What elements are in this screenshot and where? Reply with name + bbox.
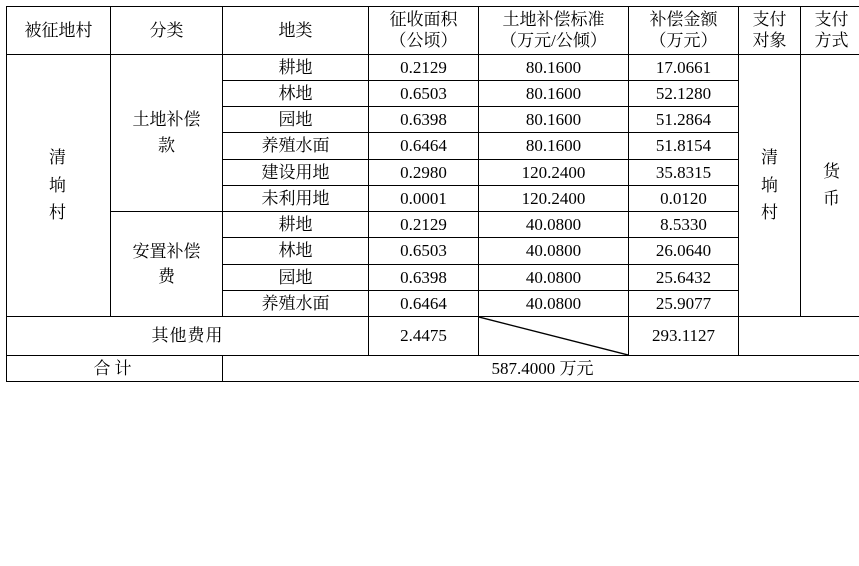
cell-area: 0.6503 bbox=[369, 80, 479, 106]
header-pay-object-line2: 对象 bbox=[752, 31, 787, 51]
village-char-2: 垧 bbox=[49, 175, 68, 195]
cell-area: 0.6398 bbox=[369, 107, 479, 133]
header-pay-mode-line1: 支付 bbox=[814, 10, 849, 29]
diagonal-strike-icon bbox=[482, 319, 625, 353]
cell-amount: 51.2864 bbox=[629, 107, 739, 133]
category-line-2: 款 bbox=[158, 135, 175, 155]
header-amount-line2: （万元） bbox=[649, 31, 718, 51]
header-standard-line2: （万元/公倾） bbox=[500, 31, 607, 51]
header-standard-line1: 土地补偿标准 bbox=[502, 10, 605, 29]
cell-land-type: 林地 bbox=[223, 80, 369, 106]
village-char-3: 村 bbox=[49, 202, 68, 222]
category2-line-1: 安置补偿 bbox=[132, 241, 201, 261]
cell-land-type: 园地 bbox=[223, 264, 369, 290]
cell-village bbox=[7, 54, 111, 317]
cell-other-fee-label: 其他费用 bbox=[7, 317, 369, 356]
table-row-other-fee bbox=[7, 317, 859, 356]
village-char-1: 清 bbox=[49, 148, 68, 168]
header-pay-object-line1: 支付 bbox=[752, 10, 787, 29]
cell-amount: 51.8154 bbox=[629, 133, 739, 159]
header-area-line2: （公顷） bbox=[389, 31, 458, 51]
header-category-line1: 分类 bbox=[149, 20, 184, 40]
land-compensation-table bbox=[6, 6, 859, 382]
cell-total-label: 合计 bbox=[7, 356, 223, 382]
header-pay-mode-line2: 方式 bbox=[814, 31, 849, 51]
table-header-row bbox=[7, 7, 859, 55]
cell-amount: 26.0640 bbox=[629, 238, 739, 264]
cell-amount: 25.9077 bbox=[629, 290, 739, 316]
cell-amount: 35.8315 bbox=[629, 159, 739, 185]
pay-mode-char-2: 币 bbox=[823, 189, 840, 209]
header-standard bbox=[479, 7, 629, 55]
cell-other-fee-amount: 293.1127 bbox=[629, 317, 739, 356]
cell-area: 0.2129 bbox=[369, 54, 479, 80]
cell-category-land-compensation bbox=[111, 54, 223, 212]
table-row-total bbox=[7, 356, 859, 382]
cell-standard: 80.1600 bbox=[479, 107, 629, 133]
cell-standard: 40.0800 bbox=[479, 238, 629, 264]
cell-land-type: 耕地 bbox=[223, 212, 369, 238]
header-amount-line1: 补偿金额 bbox=[649, 10, 718, 29]
cell-other-fee-standard-empty bbox=[479, 317, 629, 356]
cell-standard: 120.2400 bbox=[479, 159, 629, 185]
cell-standard: 40.0800 bbox=[479, 290, 629, 316]
cell-area: 0.6398 bbox=[369, 264, 479, 290]
cell-amount: 8.5330 bbox=[629, 212, 739, 238]
cell-pay-mode bbox=[801, 54, 859, 317]
cell-area: 0.6503 bbox=[369, 238, 479, 264]
cell-land-type: 耕地 bbox=[223, 54, 369, 80]
header-amount bbox=[629, 7, 739, 55]
pay-object-char-1: 清 bbox=[761, 148, 778, 168]
cell-standard: 80.1600 bbox=[479, 80, 629, 106]
cell-standard: 80.1600 bbox=[479, 133, 629, 159]
category-line-1: 土地补偿 bbox=[132, 110, 201, 130]
header-area-line1: 征收面积 bbox=[389, 10, 458, 29]
cell-other-fee-area: 2.4475 bbox=[369, 317, 479, 356]
cell-land-type: 未利用地 bbox=[223, 185, 369, 211]
cell-area: 0.0001 bbox=[369, 185, 479, 211]
header-village bbox=[7, 7, 111, 55]
cell-land-type: 林地 bbox=[223, 238, 369, 264]
cell-land-type: 园地 bbox=[223, 107, 369, 133]
cell-total-value: 587.4000 万元 bbox=[223, 356, 859, 382]
cell-amount: 25.6432 bbox=[629, 264, 739, 290]
cell-standard: 120.2400 bbox=[479, 185, 629, 211]
header-area bbox=[369, 7, 479, 55]
header-pay-mode bbox=[801, 7, 859, 55]
table-row bbox=[7, 54, 859, 80]
cell-amount: 17.0661 bbox=[629, 54, 739, 80]
cell-land-type: 养殖水面 bbox=[223, 133, 369, 159]
cell-amount: 0.0120 bbox=[629, 185, 739, 211]
cell-area: 0.6464 bbox=[369, 290, 479, 316]
cell-amount: 52.1280 bbox=[629, 80, 739, 106]
cell-area: 0.6464 bbox=[369, 133, 479, 159]
pay-object-char-3: 村 bbox=[761, 202, 778, 222]
header-land-type-line1: 地类 bbox=[278, 20, 313, 40]
cell-area: 0.2129 bbox=[369, 212, 479, 238]
cell-land-type: 养殖水面 bbox=[223, 290, 369, 316]
cell-category-resettlement-compensation bbox=[111, 212, 223, 317]
header-village-line1: 被征地村 bbox=[24, 20, 93, 40]
cell-land-type: 建设用地 bbox=[223, 159, 369, 185]
category2-line-2: 费 bbox=[158, 267, 175, 286]
cell-standard: 40.0800 bbox=[479, 264, 629, 290]
header-pay-object bbox=[739, 7, 801, 55]
cell-standard: 40.0800 bbox=[479, 212, 629, 238]
pay-mode-char-1: 货 bbox=[823, 162, 840, 182]
header-category bbox=[111, 7, 223, 55]
pay-object-char-2: 垧 bbox=[761, 175, 778, 195]
header-land-type bbox=[223, 7, 369, 55]
cell-area: 0.2980 bbox=[369, 159, 479, 185]
cell-pay-object bbox=[739, 54, 801, 317]
cell-standard: 80.1600 bbox=[479, 54, 629, 80]
table-row bbox=[7, 212, 859, 238]
